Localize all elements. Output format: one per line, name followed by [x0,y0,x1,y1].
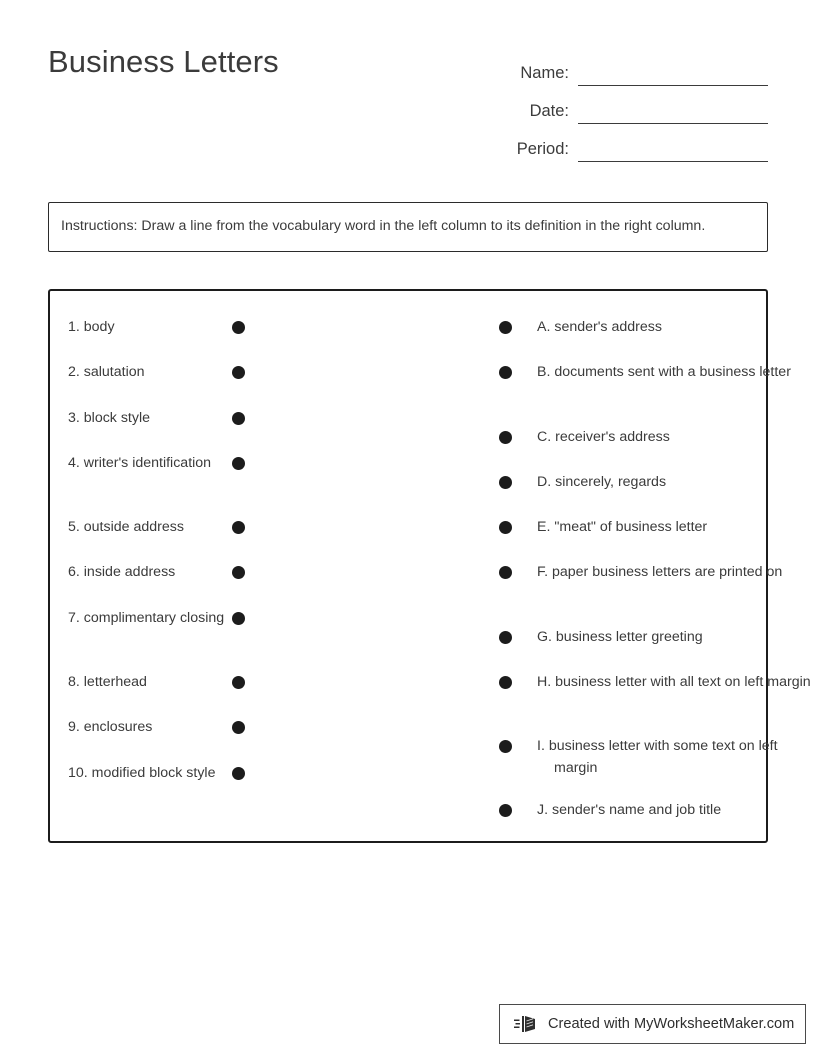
instructions-text: Instructions: Draw a line from the vocabulary word in the left column to its definition in the right column. [61,218,706,234]
term-label: 1. body [68,319,115,335]
period-field-row [438,124,768,162]
definition-label: F. paper business letters are printed on [537,564,783,580]
name-field-label: Name: [520,64,569,82]
term-connector-dot[interactable] [232,612,245,625]
definition-label: B. documents sent with a business letter [537,364,791,380]
definition-label: C. receiver's address [537,429,670,445]
student-info-fields [438,48,768,162]
page-title: Business Letters [48,44,279,79]
term-label: 2. salutation [68,364,145,380]
worksheet-header [48,44,768,169]
definition-label: I. business letter with some text on left margin [537,738,778,776]
instructions-box [48,202,768,252]
definition-connector-dot[interactable] [499,631,512,644]
term-connector-dot[interactable] [232,412,245,425]
period-field-label: Period: [516,140,569,158]
term-connector-dot[interactable] [232,767,245,780]
term-connector-dot[interactable] [232,457,245,470]
created-with-label: Created with MyWorksheetMaker.com [548,1016,795,1032]
name-field-line[interactable] [578,63,768,86]
date-field-line[interactable] [578,101,768,124]
definition-label: G. business letter greeting [537,629,703,645]
matching-exercise-box [48,289,811,843]
definition-label: E. "meat" of business letter [537,519,708,535]
definition-connector-dot[interactable] [499,321,512,334]
date-field-label: Date: [529,102,569,120]
definition-label: H. business letter with all text on left margin [537,674,811,690]
term-label: 6. inside address [68,564,176,580]
term-label: 7. complimentary closing [68,610,225,626]
definition-connector-dot[interactable] [499,804,512,817]
term-connector-dot[interactable] [232,521,245,534]
term-label: 4. writer's identification [68,455,212,471]
worksheet-maker-logo-icon [514,1013,540,1035]
term-label: 8. letterhead [68,674,147,690]
definition-connector-dot[interactable] [499,521,512,534]
created-with-badge[interactable] [499,1004,806,1044]
term-connector-dot[interactable] [232,566,245,579]
definition-connector-dot[interactable] [499,566,512,579]
definition-connector-dot[interactable] [499,676,512,689]
definition-connector-dot[interactable] [499,366,512,379]
definition-connector-dot[interactable] [499,476,512,489]
date-field-row [438,86,768,124]
definition-label: D. sincerely, regards [537,474,667,490]
term-connector-dot[interactable] [232,366,245,379]
definition-label: J. sender's name and job title [537,802,722,818]
period-field-line[interactable] [578,139,768,162]
definition-connector-dot[interactable] [499,740,512,753]
term-label: 9. enclosures [68,719,153,735]
term-connector-dot[interactable] [232,721,245,734]
term-label: 5. outside address [68,519,184,535]
term-label: 10. modified block style [68,765,216,781]
name-field-row [438,48,768,86]
term-label: 3. block style [68,410,151,426]
term-connector-dot[interactable] [232,321,245,334]
definition-connector-dot[interactable] [499,431,512,444]
term-connector-dot[interactable] [232,676,245,689]
definition-label: A. sender's address [537,319,662,335]
